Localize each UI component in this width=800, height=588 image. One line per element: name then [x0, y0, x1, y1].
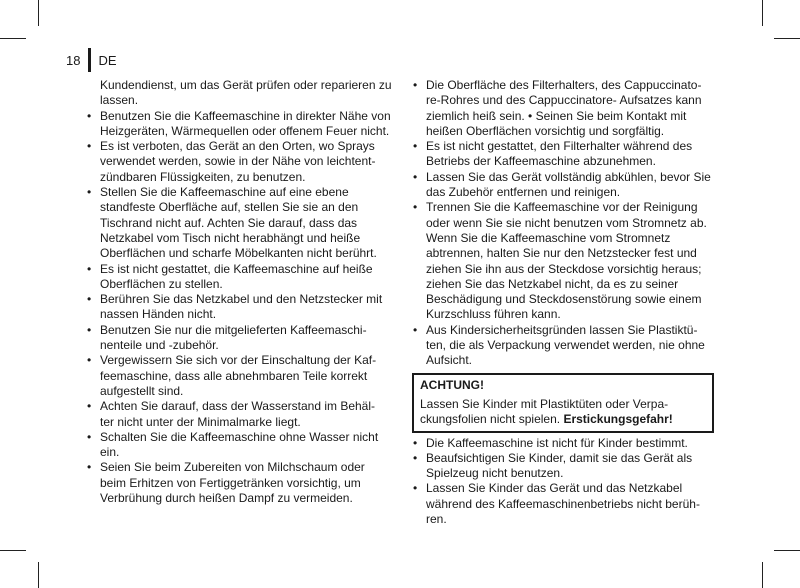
continued-text: Kundendienst, um das Gerät prüfen oder reparieren zu lassen.	[100, 78, 392, 108]
language-label: DE	[98, 52, 117, 68]
list-item: • Lassen Sie das Gerät vollständig abkühlen, bevor Sie das Zubehör entfernen und reinigen.	[412, 170, 718, 201]
list-item: • Achten Sie darauf, dass der Wasserstand im Behäl- ter nicht unter der Minimalmarke liegt.	[86, 399, 392, 430]
list-item: • Lassen Sie Kinder das Gerät und das Netzkabel während des Kaffeemaschinenbetriebs nicht berüh- ren.	[412, 481, 718, 527]
list-item: • Die Oberfläche des Filterhalters, des Cappuccinato- re-Rohres und des Cappuccinatore- Aufsatzes kann ziemlich heiß sein. • Seinen Sie beim Kontakt mit heißen Oberflächen vorsichtig und sorgfältig.	[412, 78, 718, 139]
list-item: • Aus Kindersicherheitsgründen lassen Sie Plastiktü- ten, die als Verpackung verwendet werden, nie ohne Aufsicht.	[412, 323, 718, 369]
crop-mark	[762, 562, 763, 588]
crop-mark	[774, 38, 800, 39]
crop-mark	[762, 0, 763, 26]
header-divider	[88, 48, 91, 72]
safety-list-right-after	[412, 436, 718, 528]
crop-mark	[38, 0, 39, 26]
crop-mark	[774, 550, 800, 551]
right-column	[412, 78, 718, 527]
list-item: • Die Kaffeemaschine ist nicht für Kinder bestimmt.	[412, 436, 718, 451]
list-item: • Es ist nicht gestattet, den Filterhalter während des Betriebs der Kaffeemaschine abzunehmen.	[412, 139, 718, 170]
page-number: 18	[66, 52, 81, 68]
list-item: • Stellen Sie die Kaffeemaschine auf eine ebene standfeste Oberfläche auf, stellen Sie sie an den Tischrand nicht auf. Achten Sie darauf, dass das Netzkabel vom Tisch nicht herabhängt und heiße Oberflächen und scharfe Möbelkanten nicht berührt.	[86, 185, 392, 261]
list-item: • Trennen Sie die Kaffeemaschine vor der Reinigung oder wenn Sie sie nicht benutzen vom Stromnetz ab. Wenn Sie die Kaffeemaschine vom Stromnetz abtrennen, halten Sie nur den Netzstecker fest und ziehen Sie ihn aus der Steckdose vorsichtig heraus; ziehen Sie das Netzkabel nicht, da es zu seiner Beschädigung und Steckdosenstörung sowie einem Kurzschluss führen kann.	[412, 200, 718, 322]
list-item: • Es ist verboten, das Gerät an den Orten, wo Sprays verwendet werden, sowie in der Nähe von leichtent- zündbaren Flüssigkeiten, zu benutzen.	[86, 139, 392, 185]
list-item: • Benutzen Sie die Kaffeemaschine in direkter Nähe von Heizgeräten, Wärmequellen oder offenem Feuer nicht.	[86, 109, 392, 140]
crop-mark	[0, 550, 26, 551]
list-item: • Beaufsichtigen Sie Kinder, damit sie das Gerät als Spielzeug nicht benutzen.	[412, 451, 718, 482]
warning-box	[412, 373, 714, 433]
warning-emphasis: Erstickungsgefahr!	[563, 412, 673, 427]
safety-list-left	[86, 109, 392, 507]
list-item: • Berühren Sie das Netzkabel und den Netzstecker mit nassen Händen nicht.	[86, 292, 392, 323]
list-item: • Benutzen Sie nur die mitgelieferten Kaffeemaschi- nenteile und -zubehör.	[86, 323, 392, 354]
crop-mark	[38, 562, 39, 588]
safety-list-right	[412, 78, 718, 369]
list-item: • Es ist nicht gestattet, die Kaffeemaschine auf heiße Oberflächen zu stellen.	[86, 262, 392, 293]
left-column	[86, 78, 392, 506]
warning-text: Lassen Sie Kinder mit Plastiktüten oder Verpa- ckungsfolien nicht spielen.	[420, 396, 669, 427]
page-header	[66, 47, 117, 73]
warning-body	[420, 397, 706, 428]
warning-title: ACHTUNG!	[420, 377, 484, 392]
crop-mark	[0, 38, 26, 39]
list-item: • Vergewissern Sie sich vor der Einschaltung der Kaf- feemaschine, dass alle abnehmbaren Teile korrekt aufgestellt sind.	[86, 353, 392, 399]
list-item: • Schalten Sie die Kaffeemaschine ohne Wasser nicht ein.	[86, 430, 392, 461]
list-item: • Seien Sie beim Zubereiten von Milchschaum oder beim Erhitzen von Fertiggetränken vorsichtig, um Verbrühung durch heißen Dampf zu vermeiden.	[86, 460, 392, 506]
